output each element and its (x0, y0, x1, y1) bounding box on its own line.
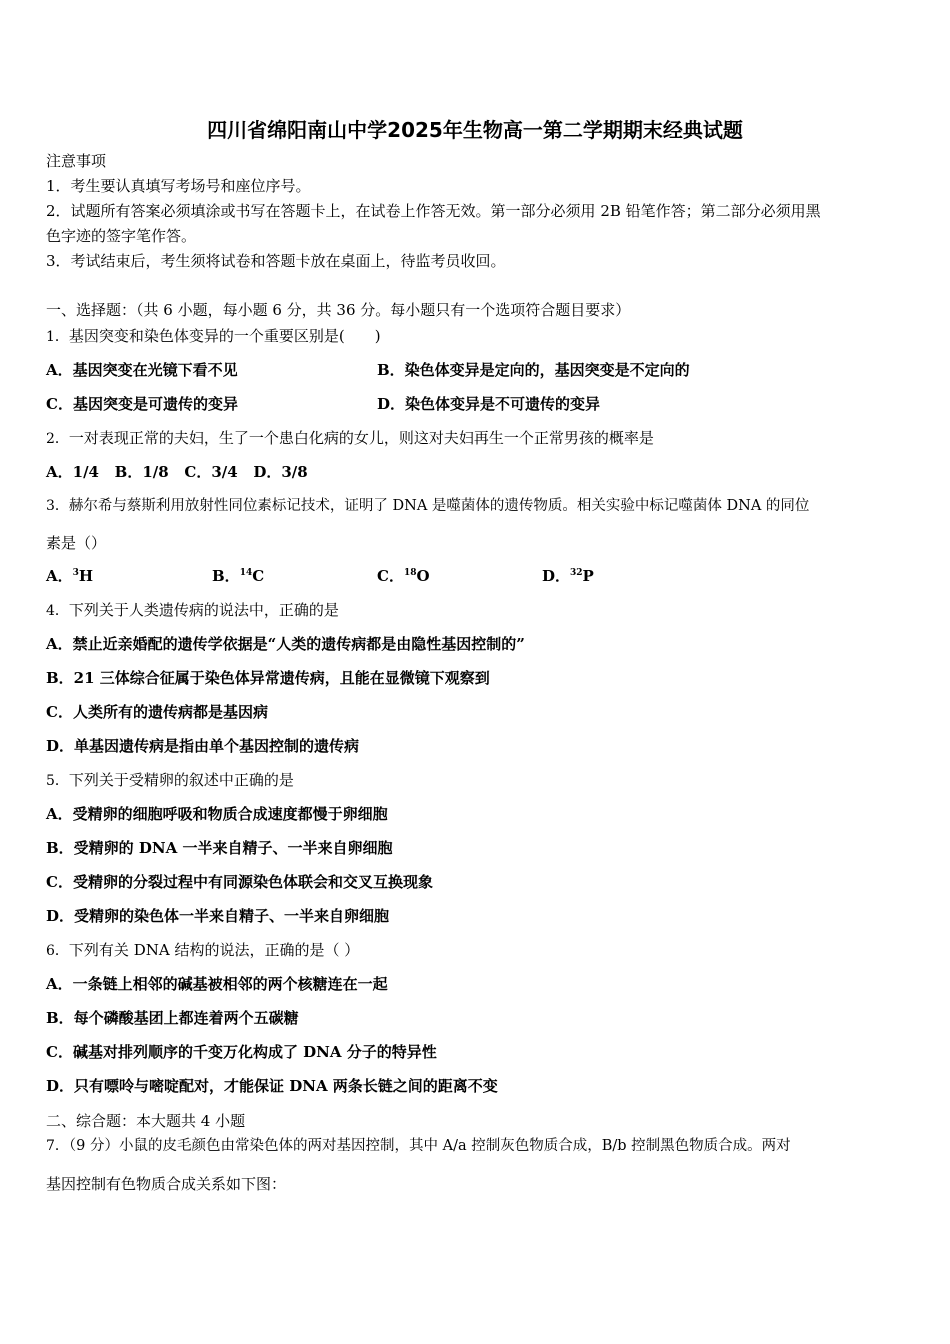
question-stem: 基因突变和染色体变异的一个重要区别是( ) (68, 327, 381, 345)
q2-option-a: A．1/4 (46, 463, 99, 481)
question-stem: 一对表现正常的夫妇，生了一个患白化病的女儿，则这对夫妇再生一个正常男孩的概率是 (68, 429, 654, 447)
option-label: C． (377, 567, 404, 585)
notes-heading: 注意事项 (46, 152, 107, 170)
note-item: 3．考试结束后，考生须将试卷和答题卡放在桌面上，待监考员收回。 (46, 252, 506, 270)
mass-number: 32 (570, 568, 583, 578)
question-3 (46, 496, 809, 516)
mass-number: 14 (239, 568, 253, 578)
q4-option-d: D．单基因遗传病是指由单个基因控制的遗传病 (46, 737, 360, 755)
question-number: 5． (46, 773, 69, 789)
section1-heading: 一、选择题：（共 6 小题，每小题 6 分，共 36 分。每小题只有一个选项符合题目要求） (46, 301, 631, 319)
question-3-cont: 素是（） (46, 534, 107, 552)
note-item: 色字迹的签字笔作答。 (46, 227, 197, 245)
question-7-cont: 基因控制有色物质合成关系如下图： (46, 1175, 287, 1193)
question-2 (46, 428, 654, 449)
mass-number: 18 (403, 568, 417, 578)
note-item: 1．考生要认真填写考场号和座位序号。 (46, 177, 311, 195)
q4-option-b: B．21 三体综合征属于染色体异常遗传病，且能在显微镜下观察到 (46, 669, 490, 687)
q2-option-b: B．1/8 (114, 463, 169, 481)
note-item: 2．试题所有答案必须填涂或书写在答题卡上，在试卷上作答无效。第一部分必须用 2B 铅笔作答；第二部分必须用黑 (46, 202, 821, 220)
element-symbol: O (416, 567, 430, 585)
q2-options (46, 462, 308, 482)
q6-option-d: D．只有嘌呤与嘧啶配对，才能保证 DNA 两条长链之间的距离不变 (46, 1077, 498, 1095)
q2-option-c: C．3/4 (184, 463, 238, 481)
question-7 (46, 1136, 791, 1156)
question-4 (46, 600, 339, 621)
question-number: 6． (46, 943, 69, 959)
question-number: 4． (46, 603, 69, 619)
q3-option-c (377, 566, 430, 586)
question-stem: 下列关于受精卵的叙述中正确的是 (68, 771, 294, 789)
q2-option-d: D．3/8 (253, 463, 308, 481)
q1-option-c: C．基因突变是可遗传的变异 (46, 395, 238, 413)
question-1 (46, 326, 381, 347)
question-stem: 下列关于人类遗传病的说法中，正确的是 (68, 601, 339, 619)
question-number: 7． (46, 1138, 69, 1154)
question-number: 2． (46, 431, 69, 447)
q3-option-b (212, 566, 264, 586)
question-stem: （9 分）小鼠的皮毛颜色由常染色体的两对基因控制，其中 A/a 控制灰色物质合成，B/b 控制黑色物质合成。两对 (68, 1138, 791, 1154)
section2-heading: 二、综合题：本大题共 4 小题 (46, 1112, 246, 1130)
q3-option-d (542, 566, 594, 586)
option-label: D． (542, 567, 571, 585)
q5-option-d: D．受精卵的染色体一半来自精子、一半来自卵细胞 (46, 907, 390, 925)
q5-option-b: B．受精卵的 DNA 一半来自精子、一半来自卵细胞 (46, 839, 393, 857)
q3-option-a (46, 566, 93, 586)
q4-option-c: C．人类所有的遗传病都是基因病 (46, 703, 268, 721)
option-label: A． (46, 567, 73, 585)
q5-option-a: A．受精卵的细胞呼吸和物质合成速度都慢于卵细胞 (46, 805, 388, 823)
q6-option-a: A．一条链上相邻的碱基被相邻的两个核糖连在一起 (46, 975, 388, 993)
q1-option-d: D．染色体变异是不可遗传的变异 (377, 395, 601, 413)
question-stem: 下列有关 DNA 结构的说法，正确的是（ ） (68, 941, 360, 959)
element-symbol: C (252, 567, 265, 585)
option-label: B． (212, 567, 240, 585)
question-stem: 赫尔希与蔡斯利用放射性同位素标记技术，证明了 DNA 是噬菌体的遗传物质。相关实验中标记噬菌体 DNA 的同位 (68, 498, 810, 514)
q6-option-b: B．每个磷酸基团上都连着两个五碳糖 (46, 1009, 299, 1027)
element-symbol: P (582, 567, 594, 585)
exam-title: 四川省绵阳南山中学2025年生物高一第二学期期末经典试题 (207, 118, 743, 142)
mass-number: 3 (72, 568, 79, 578)
q1-option-a: A．基因突变在光镜下看不见 (46, 361, 238, 379)
q4-option-a: A．禁止近亲婚配的遗传学依据是“人类的遗传病都是由隐性基因控制的” (46, 635, 525, 653)
q6-option-c: C．碱基对排列顺序的千变万化构成了 DNA 分子的特异性 (46, 1043, 437, 1061)
q5-option-c: C．受精卵的分裂过程中有同源染色体联会和交叉互换现象 (46, 873, 433, 891)
question-number: 1． (46, 329, 69, 345)
question-number: 3． (46, 498, 69, 514)
element-symbol: H (78, 567, 94, 585)
question-6 (46, 940, 359, 961)
q1-option-b: B．染色体变异是定向的，基因突变是不定向的 (377, 361, 690, 379)
question-5 (46, 770, 294, 791)
